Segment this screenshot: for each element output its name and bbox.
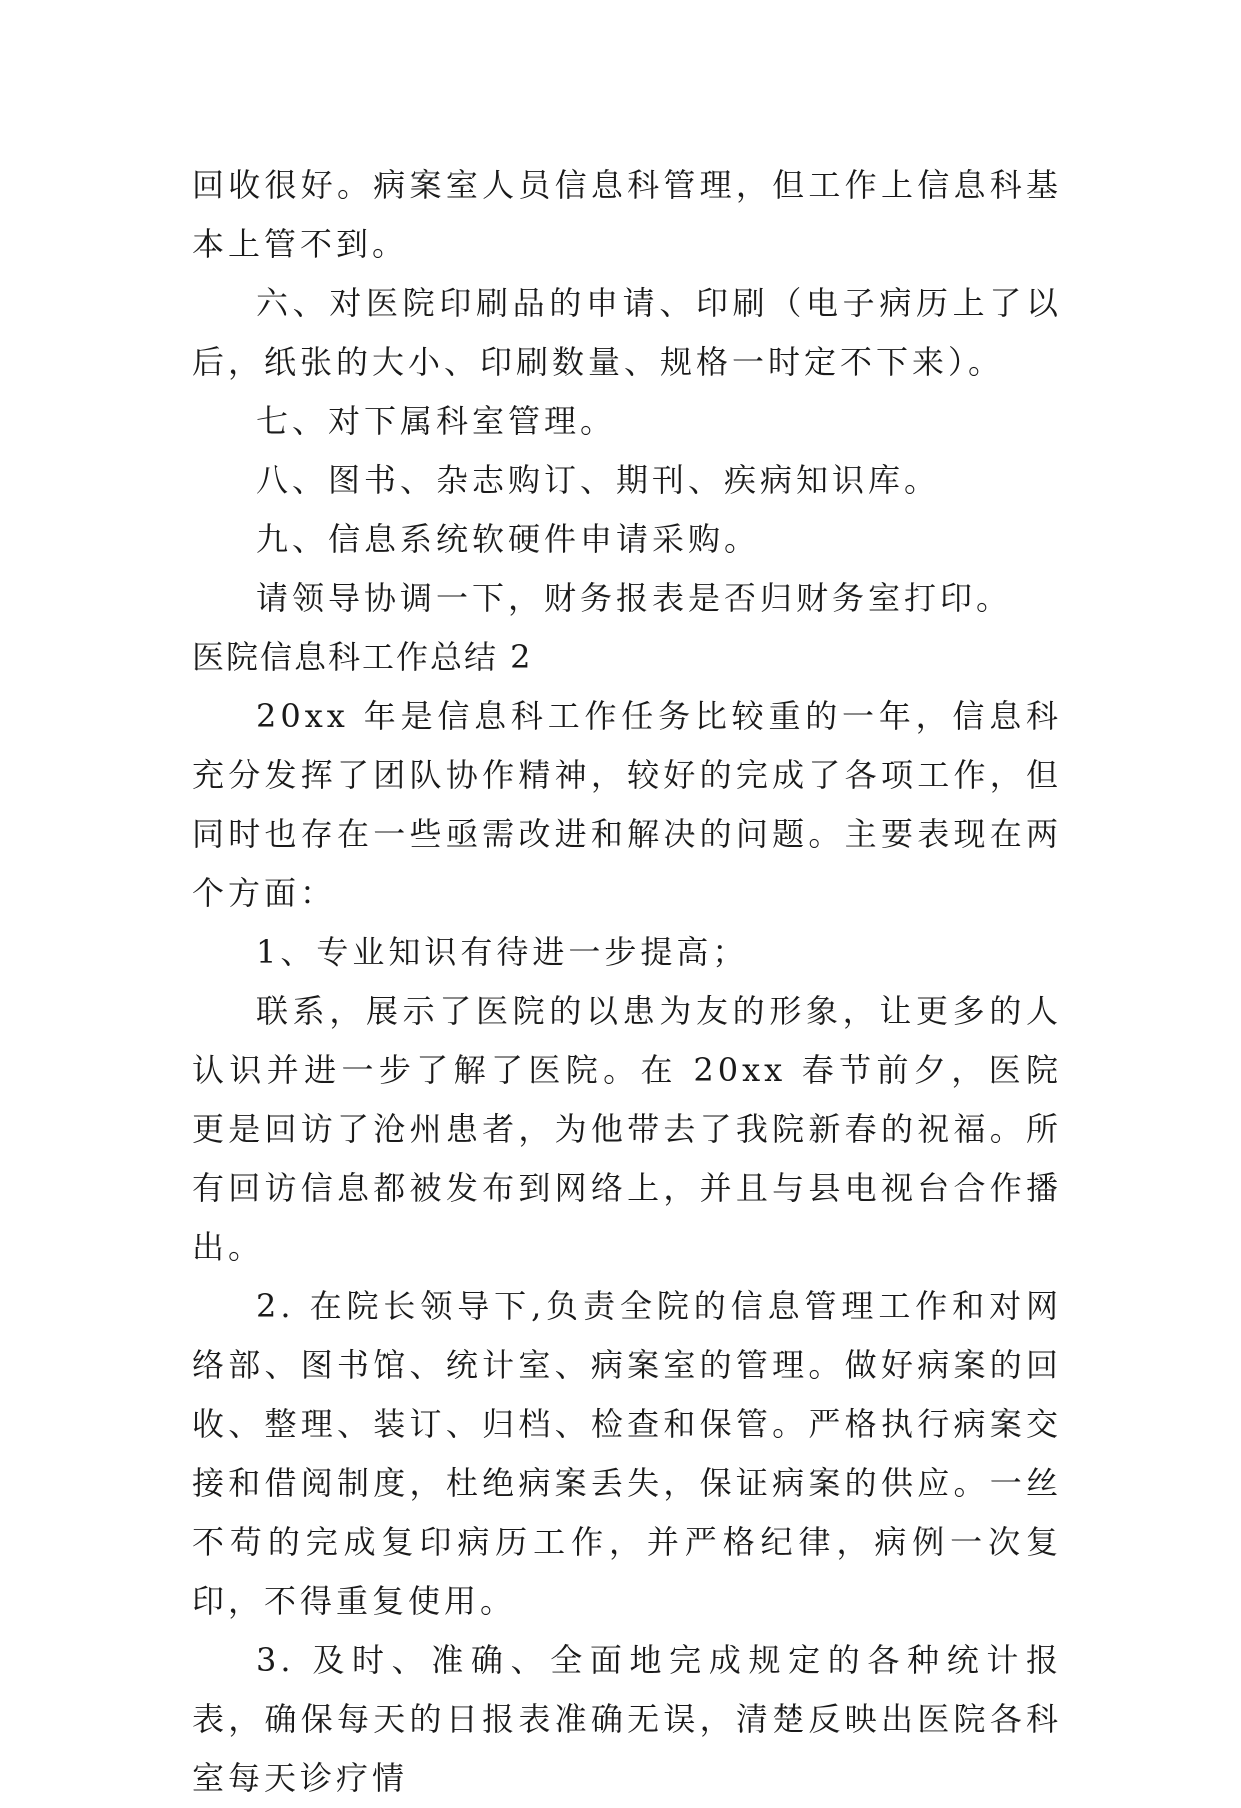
paragraph-7: 20xx 年是信息科工作任务比较重的一年，信息科充分发挥了团队协作精神，较好的完成了各项工作，但同时也存在一些亟需改进和解决的问题。主要表现在两个方面： — [192, 697, 1062, 912]
section-heading: 医院信息科工作总结 2 — [192, 638, 533, 676]
paragraph-9: 联系，展示了医院的以患为友的形象，让更多的人认识并进一步了解了医院。在 20xx 春节前夕，医院更是回访了沧州患者，为他带去了我院新春的祝福。所有回访信息都被发布到网络上，并且与县电视台合作播出。 — [192, 992, 1062, 1266]
paragraph-6: 请领导协调一下，财务报表是否归财务室打印。 — [256, 579, 1013, 617]
paragraph-1: 回收很好。病案室人员信息科管理，但工作上信息科基本上管不到。 — [192, 166, 1062, 263]
paragraph-2: 六、对医院印刷品的申请、印刷（电子病历上了以后，纸张的大小、印刷数量、规格一时定不下来）。 — [192, 284, 1062, 381]
paragraph-5: 九、信息系统软硬件申请采购。 — [256, 520, 761, 558]
paragraph-4: 八、图书、杂志购订、期刊、疾病知识库。 — [256, 461, 941, 499]
paragraph-3: 七、对下属科室管理。 — [256, 402, 617, 440]
document-body — [192, 156, 1062, 1808]
paragraph-11: 3. 及时、准确、全面地完成规定的各种统计报表，确保每天的日报表准确无误，清楚反映出医院各科室每天诊疗情 — [192, 1641, 1062, 1797]
paragraph-10: 2. 在院长领导下,负责全院的信息管理工作和对网络部、图书馆、统计室、病案室的管理。做好病案的回收、整理、装订、归档、检查和保管。严格执行病案交接和借阅制度，杜绝病案丢失，保证病案的供应。一丝不苟的完成复印病历工作，并严格纪律，病例一次复印，不得重复使用。 — [192, 1287, 1062, 1620]
paragraph-8: 1、专业知识有待进一步提高； — [256, 933, 749, 971]
